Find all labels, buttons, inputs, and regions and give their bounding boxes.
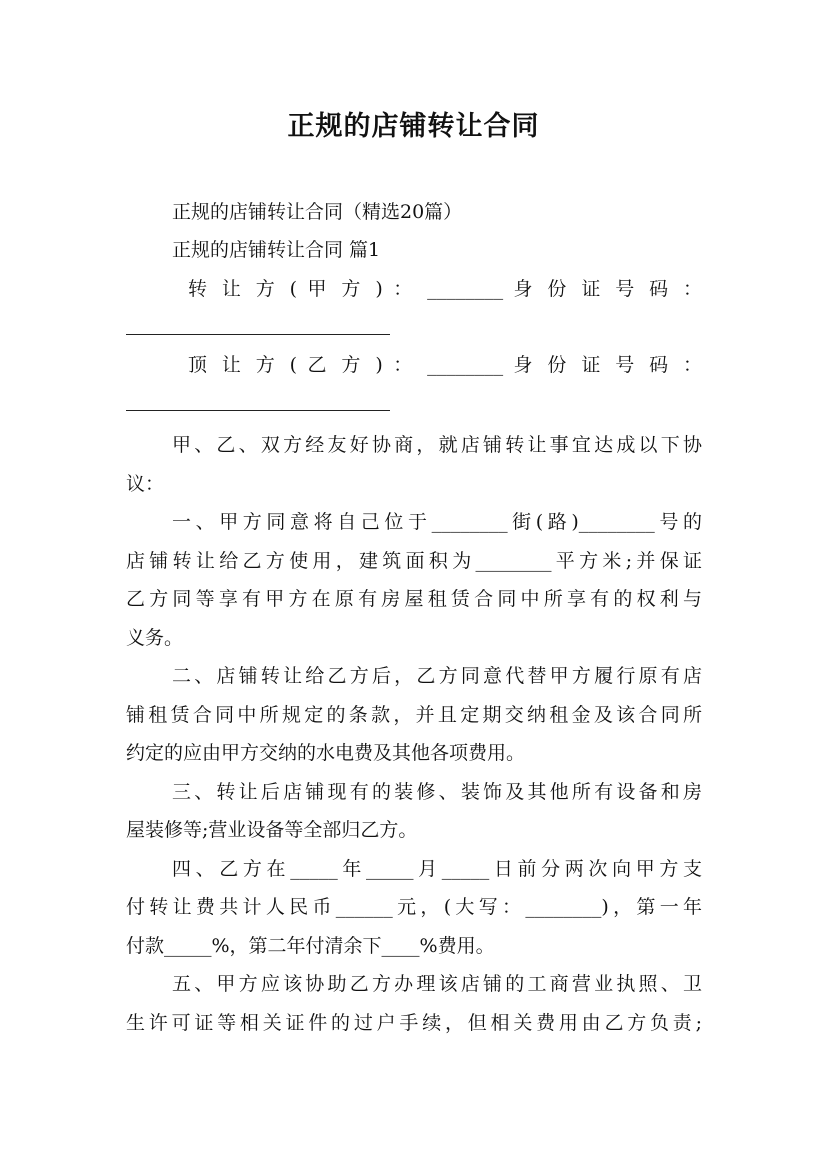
clause-1-line: 乙方同等享有甲方在原有房屋租赁合同中所享有的权利与 bbox=[126, 588, 702, 610]
clause-5-line: 五、甲方应该协助乙方办理该店铺的工商营业执照、卫 bbox=[172, 973, 702, 995]
section-heading: 正规的店铺转让合同 篇1 bbox=[172, 239, 381, 261]
clause-1-line: 一、甲方同意将自己位于________街(路)________号的 bbox=[172, 511, 702, 533]
clause-5-line: 生许可证等相关证件的过户手续，但相关费用由乙方负责; bbox=[126, 1012, 702, 1034]
clause-4-line: 付款_____%，第二年付清余下____%费用。 bbox=[126, 935, 495, 957]
clause-2-line: 约定的应由甲方交纳的水电费及其他各项费用。 bbox=[126, 742, 526, 764]
clause-2-line: 铺租赁合同中所规定的条款，并且定期交纳租金及该合同所 bbox=[126, 704, 702, 726]
subtitle-line: 正规的店铺转让合同（精选20篇） bbox=[172, 201, 463, 223]
clause-4-line: 付转让费共计人民币______元，(大写：________)，第一年 bbox=[126, 896, 702, 918]
transferee-line: 顶 让 方 ( 乙 方 ) ： ________ 身 份 证 号 码 ： bbox=[188, 354, 702, 376]
id-number-blank-line bbox=[126, 334, 390, 335]
paragraph-line: 议： bbox=[126, 473, 165, 495]
id-number-blank-line bbox=[126, 410, 390, 411]
paragraph-line: 甲、乙、双方经友好协商，就店铺转让事宜达成以下协 bbox=[172, 434, 702, 456]
document-title: 正规的店铺转让合同 bbox=[287, 111, 540, 142]
clause-1-line: 店铺转让给乙方使用，建筑面积为________平方米;并保证 bbox=[126, 550, 702, 572]
clause-2-line: 二、店铺转让给乙方后，乙方同意代替甲方履行原有店 bbox=[172, 665, 702, 687]
transferor-line: 转 让 方 ( 甲 方 ) ： ________ 身 份 证 号 码 ： bbox=[188, 278, 702, 300]
clause-3-line: 三、转让后店铺现有的装修、装饰及其他所有设备和房 bbox=[172, 781, 702, 803]
clause-1-line: 义务。 bbox=[126, 627, 184, 649]
clause-3-line: 屋装修等;营业设备等全部归乙方。 bbox=[126, 819, 418, 841]
clause-4-line: 四、乙方在_____年_____月_____日前分两次向甲方支 bbox=[172, 858, 702, 880]
